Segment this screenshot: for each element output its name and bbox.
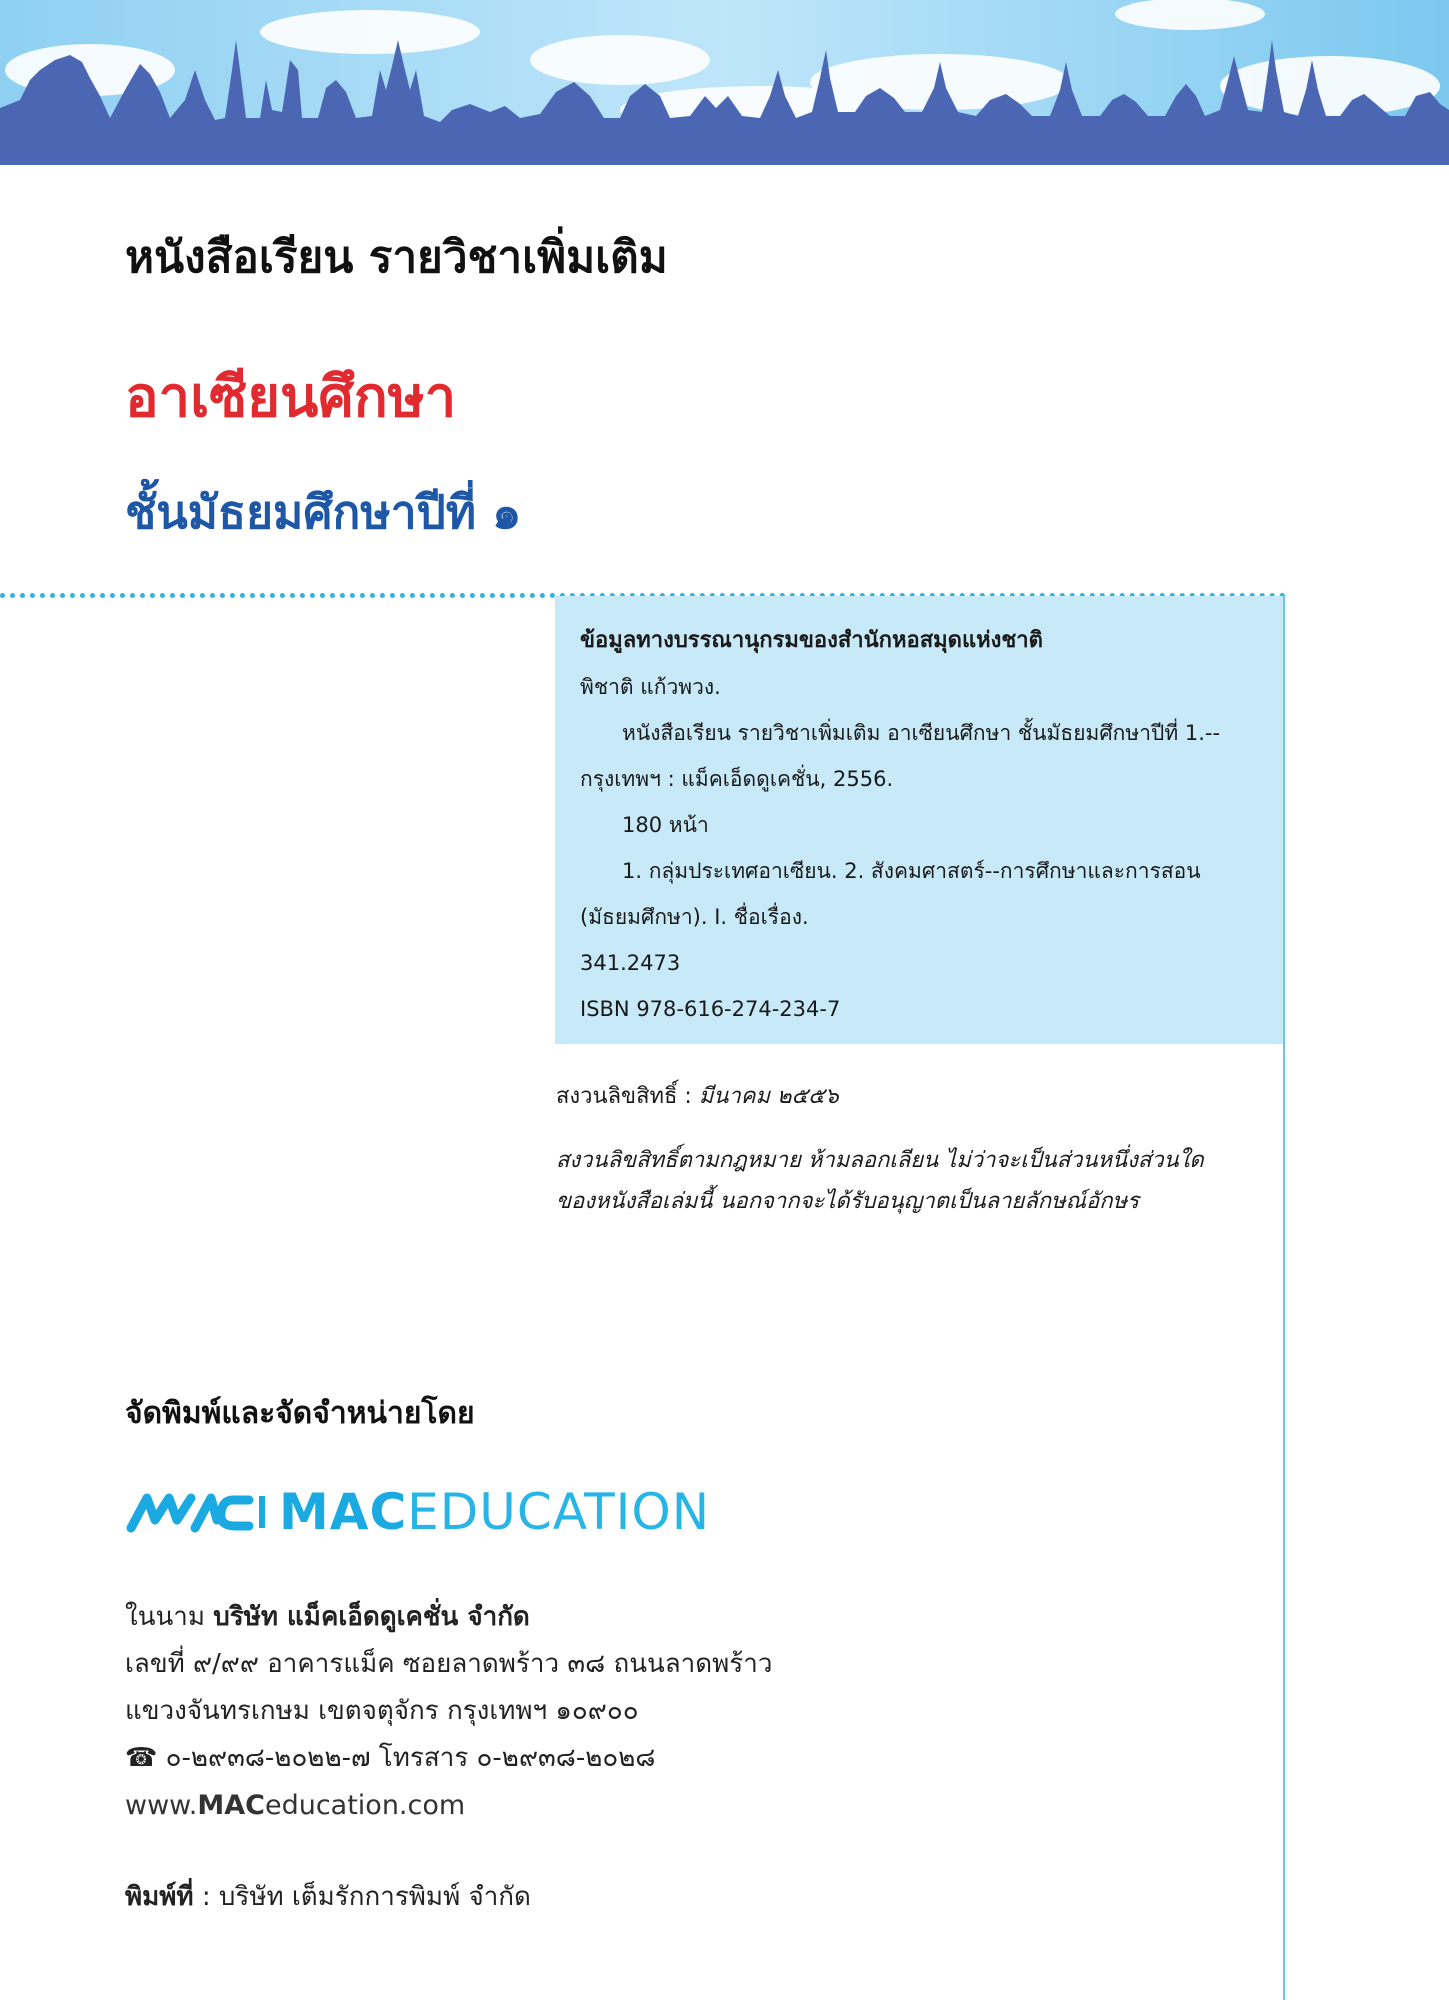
vertical-rule (1283, 596, 1285, 2000)
web-suffix: education.com (264, 1790, 466, 1821)
publisher-name: บริษัท แม็คเอ็ดดูเคชั่น จำกัด (213, 1602, 530, 1632)
cip-author: พิชาติ แก้วพวง. (580, 675, 721, 699)
cip-heading: ข้อมูลทางบรรณานุกรมของสำนักหอสมุดแห่งชาติ (580, 628, 1043, 653)
copyright-notice (556, 1140, 1276, 1222)
printer-label: พิมพ์ที่ (125, 1882, 194, 1912)
cip-imprint: กรุงเทพฯ : แม็คเอ็ดดูเคชั่น, 2556. (580, 767, 894, 791)
logo-wordmark (279, 1482, 710, 1542)
cip-pages: 180 หน้า (622, 813, 709, 837)
printer-line (125, 1876, 531, 1917)
copyright-date (556, 1078, 839, 1113)
address-line-1: เลขที่ ๙/๙๙ อาคารแม็ค ซอยลาดพร้าว ๓๘ ถนนลาดพร้าว (125, 1649, 773, 1679)
cataloging-in-publication-box (555, 596, 1283, 1044)
printer-name: บริษัท เต็มรักการพิมพ์ จำกัด (218, 1882, 531, 1912)
publisher-name-prefix: ในนาม (125, 1602, 205, 1632)
mac-logo-mark-icon (125, 1490, 275, 1534)
cip-subjects-1: 1. กลุ่มประเทศอาเซียน. 2. สังคมศาสตร์--การศึกษาและการสอน (622, 859, 1201, 883)
copyright-notice-line2: ของหนังสือเล่มนี้ นอกจากจะได้รับอนุญาตเป็นลายลักษณ์อักษร (556, 1189, 1139, 1214)
grade-level: ชั้นมัธยมศึกษาปีที่ ๑ (125, 485, 522, 539)
copyright-label: สงวนลิขสิทธิ์ : (556, 1084, 692, 1109)
website-link[interactable] (125, 1782, 772, 1829)
skyline-banner (0, 0, 1449, 165)
address-line-2: แขวงจันทรเกษม เขตจตุจักร กรุงเทพฯ ๑๐๙๐๐ (125, 1696, 639, 1726)
logo-wordmark-light: EDUCATION (407, 1483, 711, 1541)
phone-number: ๐-๒๙๓๘-๒๐๒๒-๗ โทรสาร ๐-๒๙๓๘-๒๐๒๘ (165, 1743, 656, 1773)
book-subject: หนังสือเรียน รายวิชาเพิ่มเติม (125, 232, 668, 283)
publisher-heading: จัดพิมพ์และจัดจำหน่ายโดย (125, 1396, 475, 1431)
phone-row (125, 1735, 772, 1782)
cip-classification: 341.2473 (580, 951, 681, 975)
publisher-name-row (125, 1594, 772, 1641)
logo-wordmark-bold: MAC (279, 1483, 408, 1541)
printer-separator: : (201, 1882, 211, 1912)
cip-isbn: ISBN 978-616-274-234-7 (580, 997, 841, 1021)
phone-icon: ☎ (125, 1743, 158, 1773)
publisher-address-block (125, 1594, 772, 1829)
cip-title: หนังสือเรียน รายวิชาเพิ่มเติม อาเซียนศึกษา ชั้นมัธยมศึกษาปีที่ 1.-- (622, 721, 1221, 745)
cip-subjects-2: (มัธยมศึกษา). I. ชื่อเรื่อง. (580, 905, 809, 929)
copyright-date-value: มีนาคม ๒๕๕๖ (698, 1084, 839, 1109)
mac-education-logo (125, 1482, 710, 1542)
book-title: อาเซียนศึกษา (125, 365, 457, 430)
web-bold: MAC (197, 1790, 265, 1821)
web-prefix: www. (125, 1790, 198, 1821)
copyright-notice-line1: สงวนลิขสิทธิ์ตามกฎหมาย ห้ามลอกเลียน ไม่ว่าจะเป็นส่วนหนึ่งส่วนใด (556, 1148, 1204, 1173)
